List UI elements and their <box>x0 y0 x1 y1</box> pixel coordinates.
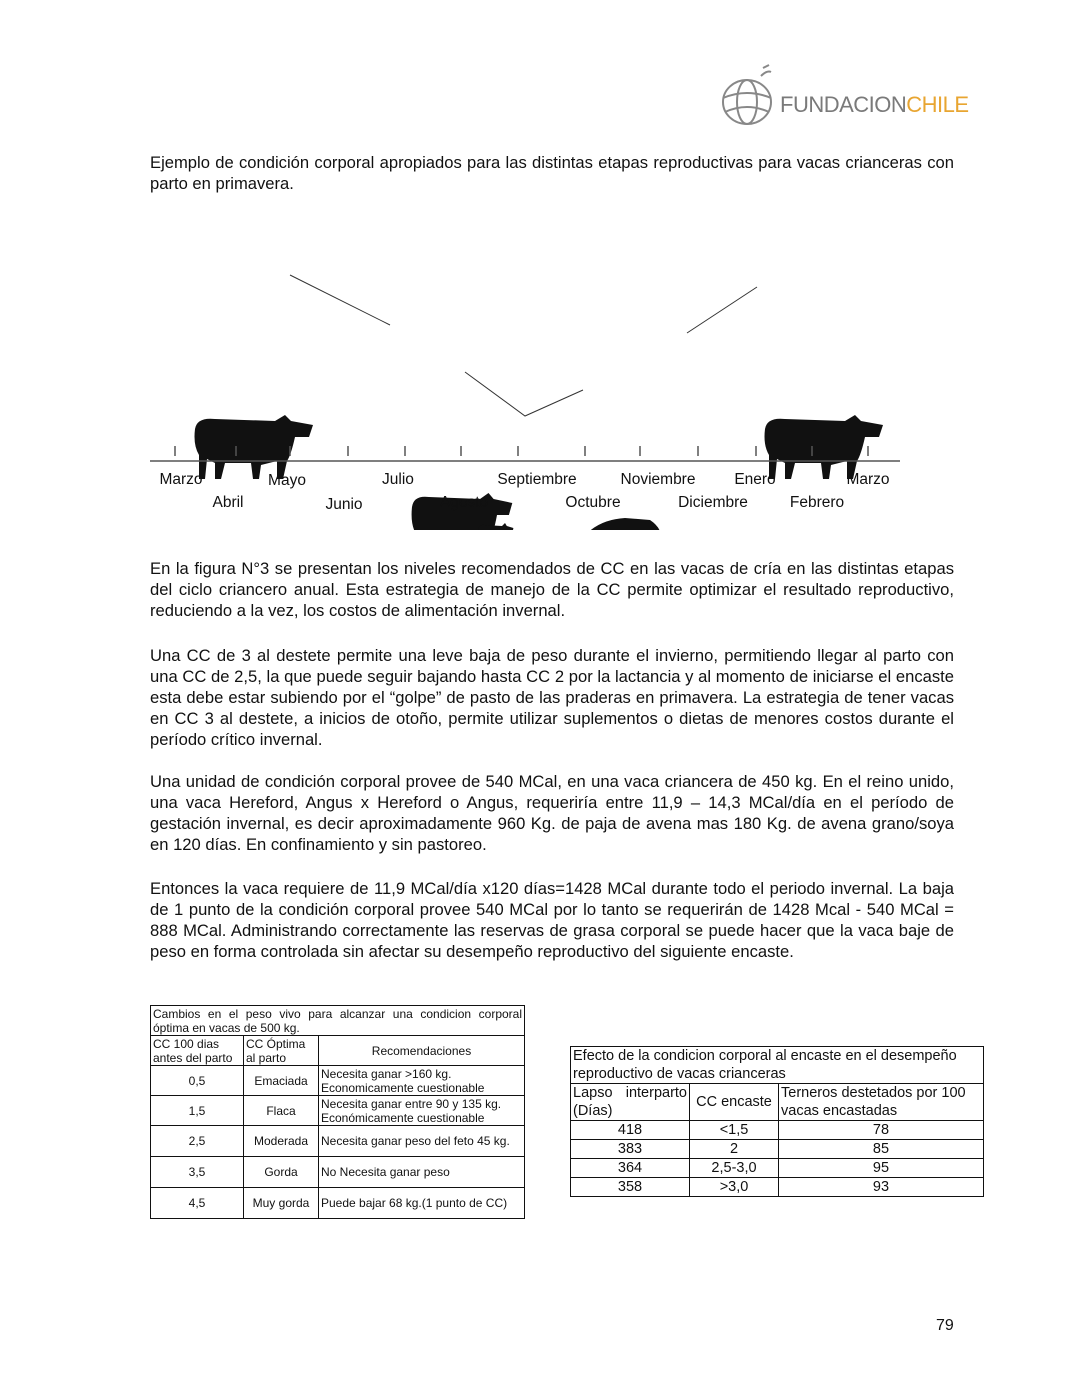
month-label: Agosto <box>439 494 489 511</box>
logo-text-fundacion: FUNDACION <box>780 92 907 117</box>
month-label: Septiembre <box>497 471 577 488</box>
month-label: Julio <box>382 471 414 488</box>
cow-score-4: 3 <box>805 227 818 252</box>
table-row: 3,5 Gorda No Necesita ganar peso <box>151 1157 525 1188</box>
fundacion-chile-logo <box>715 62 969 132</box>
table-row: 4,5 Muy gorda Puede bajar 68 kg.(1 punto de CC) <box>151 1188 525 1219</box>
cow-score-2: 2.5 <box>432 307 463 332</box>
month-label: Marzo <box>159 471 203 488</box>
month-label: Enero <box>734 471 776 488</box>
month-label: Junio <box>325 496 363 513</box>
weight-change-table <box>150 1005 525 1219</box>
page-number: 79 <box>936 1317 954 1334</box>
table-header: CC 100 dias antes del parto <box>151 1036 244 1066</box>
table-row: 358 >3,0 93 <box>571 1178 984 1197</box>
paragraph: En la figura N°3 se presentan los niveles recomendados de CC en las vacas de cría en las distintas etapas del ciclo criancero anual. Esta estrategia de manejo de la CC permite optimizar el resultado reproductivo, reduciendo a la vez, los costos de alimentación invernal. <box>150 559 954 620</box>
cow-score-3: 2 <box>647 352 660 377</box>
paragraph: Una CC de 3 al destete permite una leve baja de peso durante el invierno, permitiendo llegar al parto con una CC de 2,5, la que puede seguir bajando hasta CC 2 por la lactancia y al momento de iniciarse el encaste esta debe estar subiendo por el “golpe” de pasto de las praderas en primavera. La estrategia de tener vacas en CC 3 al destete, a inicios de otoño, permite utilizar suplementos o dietas de menores costos durante el período crítico invernal. <box>150 646 954 749</box>
connector-lines <box>290 275 757 416</box>
table-header: Lapso interparto (Días) <box>571 1084 690 1121</box>
table-row: 0,5 Emaciada Necesita ganar >160 kg. Economicamente cuestionable <box>151 1066 525 1096</box>
table-header: Terneros destetados por 100 vacas encastadas <box>779 1084 984 1121</box>
paragraph: Una unidad de condición corporal provee de 540 MCal, en una vaca criancera de 450 kg. En el reino unido, una vaca Hereford, Angus x Hereford o Angus, requeriría entre 11,9 – 14,3 MCal/día en el período de gestación invernal, es decir aproximadamente 960 Kg. de paja de avena mas 180 Kg. de avena grano/soya en 120 días. En confinamiento y sin pastoreo. <box>150 772 954 854</box>
month-label: Mayo <box>268 472 306 489</box>
month-label: Diciembre <box>678 494 748 511</box>
table-row: 1,5 Flaca Necesita ganar entre 90 y 135 kg. Económicamente cuestionable <box>151 1096 525 1126</box>
paragraph: Entonces la vaca requiere de 11,9 MCal/día x120 días=1428 MCal durante todo el periodo invernal. La baja de 1 punto de la condición corporal provee 540 MCal por lo tanto se requerirán de 1428 Mcal - 540 MCal = 888 MCal. Administrando correctamente las reservas de grasa corporal se puede hacer que la vaca baje de peso en forma controlada sin afectar su desempeño reproductivo del siguiente encaste. <box>150 879 954 961</box>
month-label: Febrero <box>789 494 845 511</box>
table-row: 364 2,5-3,0 95 <box>571 1159 984 1178</box>
month-label: Noviembre <box>620 471 696 488</box>
table-header: Recomendaciones <box>319 1036 525 1066</box>
table-title: Cambios en el peso vivo para alcanzar una condicion corporal óptima en vacas de 500 kg. <box>151 1006 525 1036</box>
body-condition-figure <box>0 200 1080 530</box>
cow-score-1: 3 <box>232 227 245 252</box>
table-header: CC Óptima al parto <box>244 1036 319 1066</box>
globe-icon <box>715 62 785 132</box>
table-row: 383 2 85 <box>571 1140 984 1159</box>
month-label: Octubre <box>565 494 621 511</box>
cow-1-icon <box>195 415 314 479</box>
month-label: Abril <box>212 494 244 511</box>
cow-4-icon <box>765 415 884 479</box>
month-label: Marzo <box>846 471 890 488</box>
table-row: 418 <1,5 78 <box>571 1121 984 1140</box>
table-row: 2,5 Moderada Necesita ganar peso del feto 45 kg. <box>151 1126 525 1157</box>
logo-text-chile: CHILE <box>906 92 969 117</box>
reproductive-effect-table <box>570 1046 984 1197</box>
table-header: CC encaste <box>690 1084 779 1121</box>
mating-cows-icon <box>566 518 707 530</box>
table-title: Efecto de la condicion corporal al encaste en el desempeño reproductivo de vacas crianceras <box>571 1047 984 1084</box>
intro-paragraph: Ejemplo de condición corporal apropiados para las distintas etapas reproductivas para vacas crianceras con parto en primavera. <box>150 153 954 193</box>
